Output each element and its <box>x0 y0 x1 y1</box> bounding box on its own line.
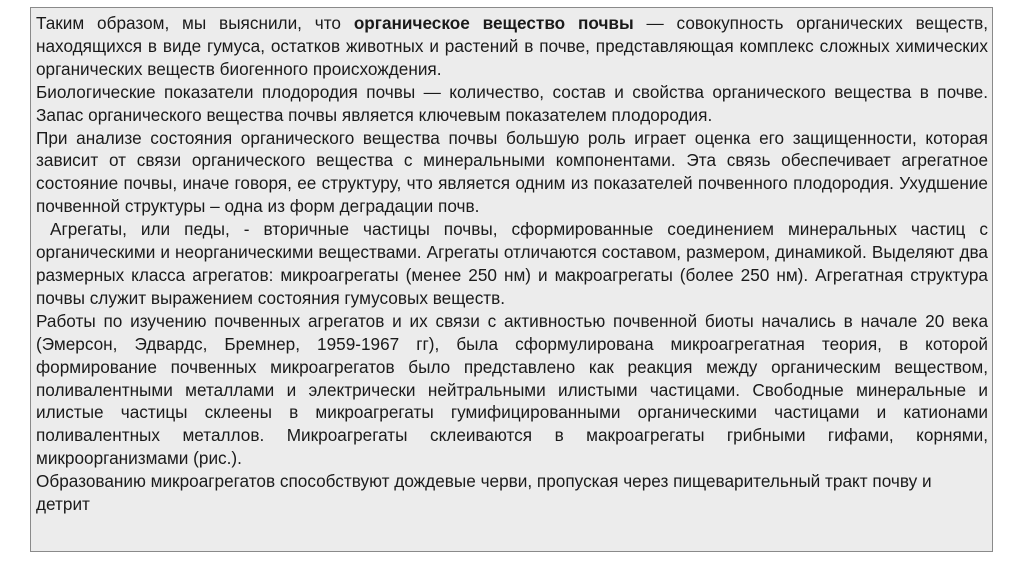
text-frame <box>30 7 993 552</box>
paragraph-bio-indicators: Биологические показатели плодородия почвы — количество, состав и свойства органического вещества в почве. Запас органического вещества почвы является ключевым показателем плодородия. <box>36 81 988 125</box>
paragraph-aggregates: Агрегаты, или педы, - вторичные частицы почвы, сформированные соединением минеральных частиц с органическими и неорганическими веществами. Агрегаты отличаются составом, размером, динамикой. Выделяют два размерных класса агрегатов: микроагрегаты (менее 250 нм) и макроагрегаты (более 250 нм). Агрегатная структура почвы служит выражением состояния гумусовых веществ. <box>36 219 993 308</box>
paragraph-protection: При анализе состояния органического вещества почвы большую роль играет оценка его защищенности, которая зависит от связи органического вещества с минеральными компонентами. Эта связь обеспечивает агрегатное состояние почвы, иначе говоря, ее структуру, что является одним из показателей почвенного плодородия. Ухудшение почвенной структуры – одна из форм деградации почв. <box>36 127 988 217</box>
intro-bold-term: органическое вещество почвы <box>353 13 634 33</box>
intro-before: Таким образом, мы выяснили, что <box>36 13 354 33</box>
paragraph-earthworms: Образованию микроагрегатов способствуют дождевые черви, пропуская через пищеварительный тракт почву и детрит <box>36 471 932 515</box>
slide-body-text <box>36 12 993 516</box>
paragraph-research: Работы по изучению почвенных агрегатов и их связи с активностью почвенной биоты начались в начале 20 века (Эмерсон, Эдвардс, Бремнер, 1959-1967 гг), была сформулирована микроагрегатная теория, в которой формирование почвенных микроагрегатов было представлено как реакция между органическим веществом, поливалентными металлами и электрически нейтральными илистыми частицами. Свободные минеральные и илистые частицы склеены в микроагрегаты гумифицированными органическими частицами и катионами поливалентных металлов. Микроагрегаты склеиваются в макроагрегаты грибными гифами, корнями, микроорганизмами (рис.). <box>36 310 988 469</box>
paragraph-intro <box>36 12 988 81</box>
intro-after: — совокупность органических веществ, находящихся в виде гумуса, остатков животных и растений в почве, представляющая комплекс сложных химических органических веществ биогенного происхождения. <box>36 13 988 79</box>
